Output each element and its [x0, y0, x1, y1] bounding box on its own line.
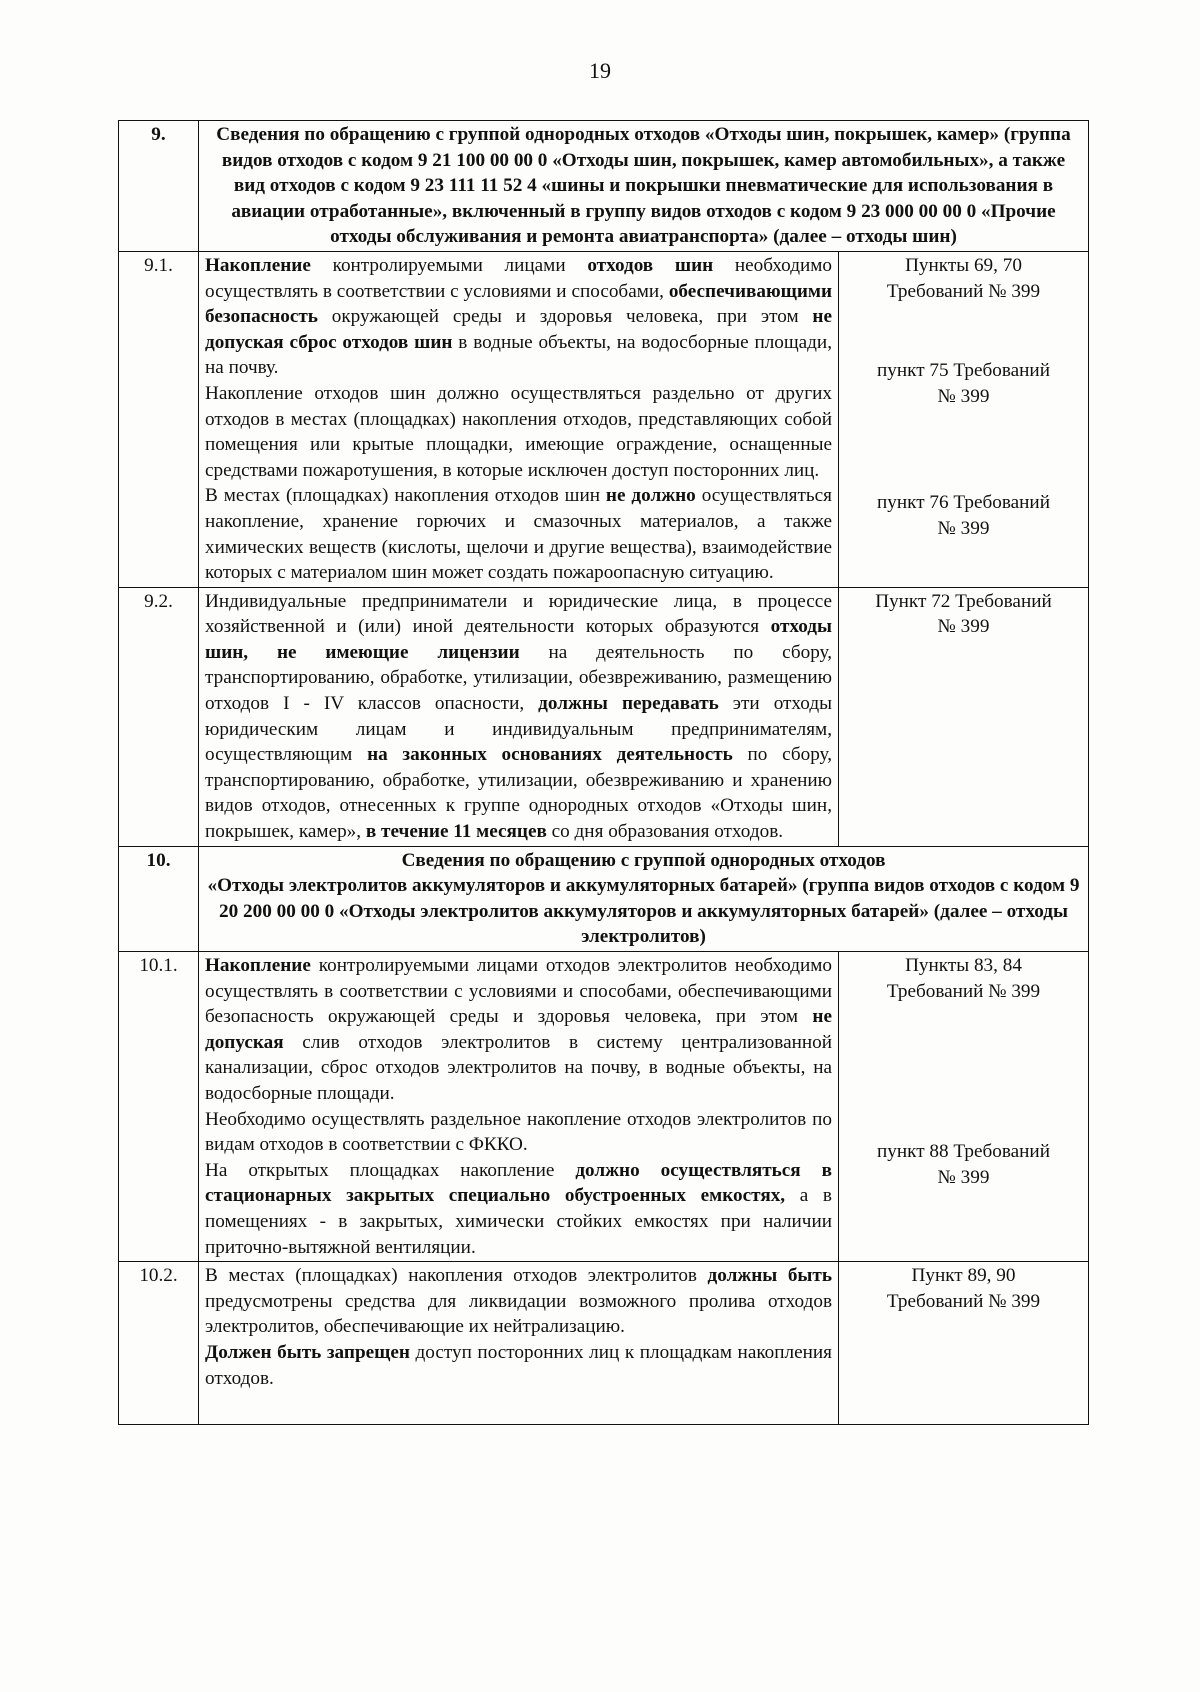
reference: Пункт 89, 90 Требований № 399 — [886, 1265, 1041, 1312]
row-number: 10.2. — [119, 1262, 199, 1425]
row-number: 9.1. — [119, 251, 199, 587]
reference-cell — [839, 587, 1089, 846]
table-row — [119, 1262, 1089, 1425]
page-number: 19 — [589, 58, 611, 83]
table-row — [119, 846, 1089, 951]
paragraph: Необходимо осуществлять раздельное накопление отходов электролитов по видам отходов в соответствии с ФККО. — [205, 1108, 832, 1156]
reference: Пункты 69, 70 Требований № 399 — [886, 254, 1041, 302]
row-number: 9. — [119, 121, 199, 252]
row-number: 10. — [119, 846, 199, 951]
reference: пункт 76 Требований № 399 — [877, 492, 1050, 539]
table-row — [119, 251, 1089, 587]
section-heading: Сведения по обращению с группой однородных отходов «Отходы электролитов аккумуляторов и аккумуляторных батарей» (группа видов отходов с кодом 9 20 200 00 00 0 «Отходы электролитов аккумуляторов и аккумуляторных батарей» (далее – отходы электролитов) — [199, 846, 1089, 951]
paragraph: Накопление контролируемыми лицами отходов шин необходимо осуществлять в соответствии с условиями и способами, обеспечивающими безопасность окружающей среды и здоровья человека, при этом не допуская сброс отходов шин в водные объекты, на водосборные площади, на почву. — [205, 254, 832, 379]
paragraph: Индивидуальные предприниматели и юридические лица, в процессе хозяйственной и (или) иной деятельности которых образуются отходы шин, не имеющие лицензии на деятельность по сбору, транспортированию, обработке, утилизации, обезвреживанию, размещению отходов I - IV классов опасности, должны передавать эти отходы юридическим лицам и индивидуальным предпринимателям, осуществляющим на законных основаниях деятельность по сбору, транспортированию, обработке, утилизации, обезвреживанию и хранению видов отходов, отнесенных к группе однородных отходов «Отходы шин, покрышек, камер», в течение 11 месяцев со дня образования отходов. — [205, 590, 833, 843]
reference-cell — [839, 952, 1089, 1262]
table-row — [119, 952, 1089, 1262]
paragraph: Должен быть запрещен доступ посторонних лиц к площадкам накопления отходов. — [205, 1341, 833, 1389]
reference: Пункты 83, 84 Требований № 399 — [886, 955, 1041, 1002]
requirement-text — [199, 251, 839, 587]
table-row — [119, 121, 1089, 252]
paragraph: В местах (площадках) накопления отходов электролитов должны быть предусмотрены средства для ликвидации возможного пролива отходов электролитов, обеспечивающие их нейтрализацию. — [205, 1265, 832, 1338]
paragraph: Накопление контролируемыми лицами отходов электролитов необходимо осуществлять в соответствии с условиями и способами, обеспечивающими безопасность окружающей среды и здоровья человека, при этом не допуская слив отходов электролитов в систему централизованной канализации, сброс отходов электролитов на почву, в водные объекты, на водосборные площади. — [205, 955, 832, 1104]
row-number: 10.1. — [119, 952, 199, 1262]
paragraph: На открытых площадках накопление должно осуществляться в стационарных закрытых специально обустроенных емкостях, а в помещениях - в закрытых, химически стойких емкостях при наличии приточно-вытяжной вентиляции. — [205, 1159, 832, 1258]
reference-cell — [839, 251, 1089, 587]
reference: пункт 88 Требований № 399 — [877, 1141, 1050, 1188]
requirement-text — [199, 952, 839, 1262]
paragraph: Накопление отходов шин должно осуществляться раздельно от других отходов в местах (площадках) накопления отходов, представляющих собой помещения или крытые площадки, имеющие ограждение, оснащенные средствами пожаротушения, в которые исключен доступ посторонних лиц. — [205, 382, 832, 481]
paragraph: В местах (площадках) накопления отходов шин не должно осуществляться накопление, хранение горючих и смазочных материалов, а также химических веществ (кислоты, щелочи и другие вещества), взаимодействие которых с материалом шин может создать пожароопасную ситуацию. — [205, 485, 832, 584]
reference: Пункт 72 Требований № 399 — [875, 590, 1052, 638]
requirement-text — [199, 1262, 839, 1425]
reference-cell — [839, 1262, 1089, 1425]
section-heading: Сведения по обращению с группой однородных отходов «Отходы шин, покрышек, камер» (группа видов отходов с кодом 9 21 100 00 00 0 «Отходы шин, покрышек, камер автомобильных», а также вид отходов с кодом 9 23 111 11 52 4 «шины и покрышки пневматические для использования в авиации отработанные», включенный в группу видов отходов с кодом 9 23 000 00 00 0 «Прочие отходы обслуживания и ремонта авиатранспорта» (далее – отходы шин) — [199, 121, 1089, 252]
table-row — [119, 587, 1089, 846]
requirement-text — [199, 587, 839, 846]
requirements-table — [118, 120, 1089, 1425]
reference: пункт 75 Требований № 399 — [877, 360, 1050, 407]
row-number: 9.2. — [119, 587, 199, 846]
